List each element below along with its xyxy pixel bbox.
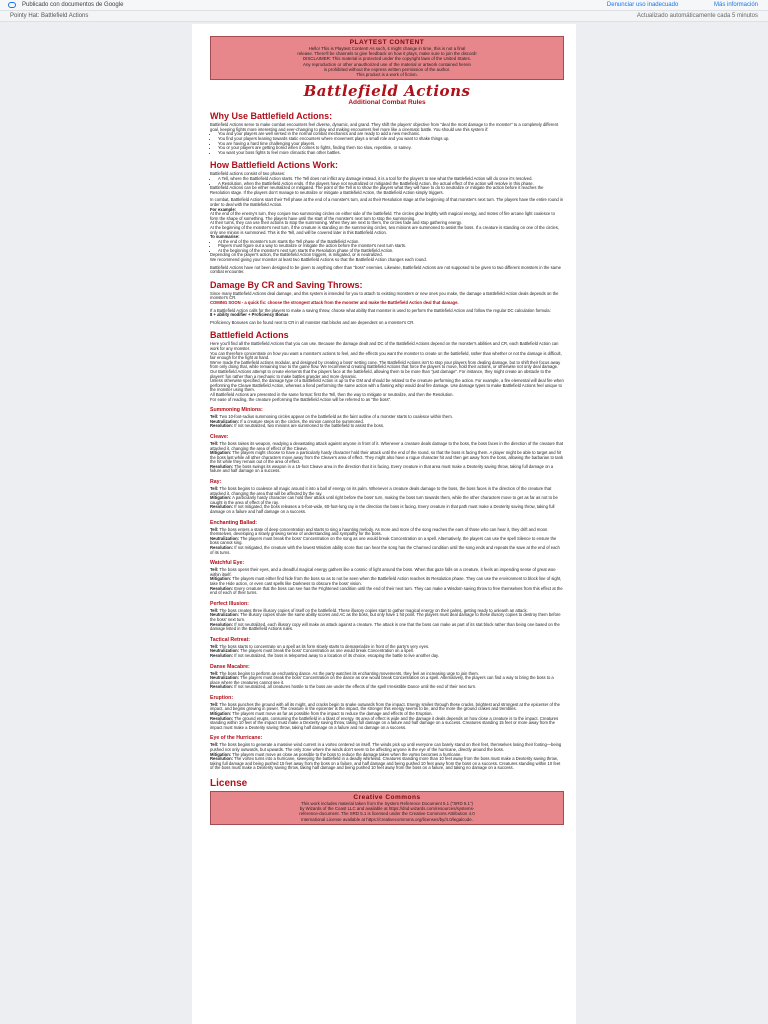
action-line-label: Mitigation:	[210, 751, 232, 757]
example-text: At the end of the enemy's turn, they conjure two summoning circles on either side of the battlefield. The circles glow brightly with magical energy, and motes of fire arcane light coalesce to form the shape of something. The players have until the start of the monster's next turn to stop the summoning.	[210, 211, 555, 221]
action-line-label: Mitigation:	[210, 495, 232, 501]
how-heading: How Battlefield Actions Work:	[210, 160, 339, 171]
action-line-text: The boss opens their eyes, and a dreadful magical energy gathers like a cosmic of light around the boss. When that gaze falls on a creature, it feels an impending sense of great woe within itself.	[210, 567, 556, 577]
action-line-label: Resolution:	[210, 652, 234, 658]
action-line	[210, 451, 564, 465]
summary-list	[210, 240, 564, 254]
action-line-text: If not neutralized, the boss is teleported away to a location of its choice, escaping the battle to live another day.	[234, 652, 439, 658]
battlefield-action	[210, 520, 564, 556]
action-line-label: Tell:	[210, 414, 219, 420]
actions-paragraph: For ease of reading, the creature performing the Battlefield Action will be referred to as "the boss".	[210, 396, 392, 402]
actions-paragraph: Here you'll find all the Battlefield Actions that you can use. Because the damage dealt and DC of the Battlefield Actions depend on the monster's abilities and CR, each Battlefield Action can work for any monster.	[210, 341, 559, 351]
action-line-text: The boss starts to concentrate on a spell as its form slowly starts to dematerialize in front of the party's very eyes.	[219, 643, 430, 649]
summary-item: • At the end of the monster's turn starts the Tell phase of the Battlefield Action.	[218, 240, 564, 245]
playtest-box	[210, 36, 564, 80]
why-heading: Why Use Battlefield Actions:	[210, 111, 333, 122]
action-line-text: The boss raises its weapon, readying a devastating attack against anyone in front of it. Whenever a creature deals damage to the boss, the boss faces in the direction of the creature that attacked it, changing the area of effect of the Cleave.	[210, 440, 563, 451]
action-line-text: The boss enters a state of deep concentration and starts to sing a haunting melody. As more and more of the song reaches the ears of those who can hear it, they drift and moon themselves, developing a slowly growing sense of understanding and sympathy for the boss.	[210, 526, 548, 537]
document-content	[210, 36, 564, 825]
action-line-label: Resolution:	[210, 756, 234, 762]
action-title: Danse Macabre:	[210, 663, 250, 670]
damage-heading: Damage By CR and Saving Throws:	[210, 279, 363, 290]
how-intro: Battlefield actions consist of two phases:	[210, 171, 286, 177]
license-text	[215, 801, 559, 822]
battlefield-action	[210, 695, 564, 731]
brand-subtitle: Additional Combat Rules	[348, 99, 426, 107]
action-line-text: The players must move as close as possible to the boss to reduce the damage taken when the vortex becomes a hurricane.	[232, 751, 462, 757]
why-bullet: • You or your players are getting bored when it comes to fights, finding them too slow, repetitive, or samey.	[218, 146, 564, 151]
playtest-line: is prohibited without the express written permission of the author.	[323, 66, 451, 72]
how-paragraph: At the beginning of the monster's next turn, if the creature is standing on the summoning circles, two minions are summoned to assist the boss. If a creature is standing on one of the circles, only one minion is summoned. This is the Tell, and will be covered later in this Battlefield Action.	[210, 224, 560, 235]
action-line-label: Tell:	[210, 486, 219, 492]
battlefield-action	[210, 601, 564, 632]
creative-commons-box	[210, 791, 564, 825]
coming-soon-note: COMING SOON - a quick fix: choose the strongest attack from the monster and make the Battlefield Action deal that damage.	[210, 300, 459, 306]
action-line-label: Tell:	[210, 643, 219, 649]
action-line	[210, 757, 564, 771]
action-line-text: The boss begins to generate a massive wind current in a vortex centered on itself. The winds pick up until everyone can barely stand on their feet, themselves losing their footing—being pushed not only outwards, but upwards. The only zone where the winds don't seem to be affecting anyone is the eye of the hurricane, directly around the boss.	[210, 742, 562, 753]
playtest-line: Hello! This is Playtest Content! As such, it might change in time, this is not a final	[308, 46, 466, 51]
learn-more-link[interactable]: Más información	[713, 2, 758, 8]
action-line	[210, 424, 564, 429]
phase-item: • A Resolution, when the Battlefield Action ends. If the players have not neutralized or mitigated the Battlefield Action, the actual effect of the action will resolve in this phase.	[218, 182, 564, 187]
how-paragraph: In combat, Battlefield Actions start their Tell phase at the end of a monster's turn, and at their Resolution stage at the beginning of that monster's next turn. The players have the entire round in order to deal with the Battlefield Action.	[210, 197, 564, 207]
action-line-label: Tell:	[210, 670, 219, 676]
action-line	[210, 685, 564, 690]
action-line-label: Resolution:	[210, 621, 234, 627]
action-line	[210, 587, 564, 596]
summary-item: • Players must figure out a way to neutralize or mitigate the action before the monster's next turn starts.	[218, 244, 564, 249]
action-line-text: If a creature steps on the circles, the minion cannot be summoned.	[240, 418, 364, 424]
action-line-text: The boss begins to perform an enchanting dance. As the party watches its enchanting movements, they feel an increasing urge to join them.	[219, 670, 479, 676]
why-bullet: • You want your boss fights to feel more climactic than other battles.	[218, 151, 564, 156]
playtest-title: PLAYTEST CONTENT	[349, 39, 425, 46]
battlefield-action	[210, 560, 564, 596]
why-intro: Battlefield Actions serve to make combat encounters feel diverse, dynamic, and grand. They shift the players' objective from "deal the most damage to the monster" to a completely different goal, keeping fights more interesting and ever-changing to play and making encounters feel more like a cinematic battle. You should use this system if:	[210, 122, 559, 132]
license-section	[210, 779, 564, 825]
action-line-label: Tell:	[210, 742, 219, 748]
action-line-label: Tell:	[210, 701, 219, 707]
action-title: Perfect Illusion:	[210, 600, 249, 607]
why-bullet: • You and your players are well versed in the normal combat mechanics and are ready to add a new mechanic.	[218, 132, 564, 137]
license-line: This work includes material taken from the System Reference Document 5.1 ("SRD 5.1")	[301, 801, 473, 806]
how-paragraph: Depending on the player's action, the Battlefield Action triggers, is mitigated, or is neutralized.	[210, 252, 383, 258]
action-title: Summoning Minions:	[210, 407, 263, 414]
license-line: International License available at https://creativecommons.org/licenses/by/4.0/legalcode.	[301, 816, 473, 822]
brand-logo: Battlefield Actions	[303, 82, 471, 101]
action-line-label: Resolution:	[210, 463, 234, 469]
action-line-label: Resolution:	[210, 715, 234, 721]
action-line-text: The players must move as far as possible from the impact to reduce the damage and effects of the Eruption.	[232, 711, 433, 717]
actions-paragraph: You can therefore concentrate on how you want a monster's actions to feel, and the effects you want the monster to create on the battlefield, rather than whether or not the damage is difficult, fair enough for the fight at hand.	[210, 350, 562, 361]
action-line-text: Two 10-foot-radius summoning circles appear on the battlefield as the faint outline of a monster starts to coalesce within them.	[219, 414, 453, 420]
action-line	[210, 465, 564, 474]
action-title: Eruption:	[210, 694, 234, 701]
report-abuse-link[interactable]: Denunciar uso inadecuado	[606, 2, 679, 8]
auto-update-note: Actualizado automáticamente cada 5 minutos	[636, 13, 758, 19]
example-label: For example:	[210, 206, 237, 212]
playtest-line: This product is a work of fiction.	[356, 72, 418, 78]
action-line-label: Mitigation:	[210, 576, 232, 582]
action-line-label: Neutralization:	[210, 675, 240, 681]
action-line-text: The boss punches the ground with all its might, and cracks begin to snake outwards from the impact. Energy smiles through these cracks, brightest and strongest at the epicenter of the impact, and begins growing in power. The creature in the epicenter is the impact, the stronger this energy seems to be, and the more the ground crakes and trembles.	[210, 701, 560, 712]
action-line-text: The boss creates three illusory copies of itself on the battlefield. These illusory copies start to gather magical energy on their palms, getting ready to unleash an attack.	[219, 607, 528, 613]
dc-formula: 8 + ability modifier + Proficiency Bonus	[210, 312, 289, 318]
action-title: Eye of the Hurricane:	[210, 735, 263, 742]
action-line-label: Neutralization:	[210, 418, 240, 424]
document-page	[192, 24, 576, 1024]
license-heading: License	[210, 778, 248, 789]
license-line: reference-document. The SRD 5.1 is licensed under the Creative Commons Attribution 4.0	[299, 811, 475, 817]
battlefield-action	[210, 735, 564, 771]
battlefield-action	[210, 434, 564, 474]
action-line-label: Mitigation:	[210, 711, 232, 717]
document-title: Pointy Hat: Battlefield Actions	[10, 13, 89, 19]
how-paragraph: Battlefield Actions have not been designed to be given to anything other than "boss" enemies. Likewise, Battlefield Actions are not supposed to be given to two different monsters in the same combat encounter.	[210, 264, 561, 275]
why-bullet: • You are having a hard time challenging your players.	[218, 142, 564, 147]
battlefield-action	[210, 664, 564, 690]
phase-item: • A Tell, where the Battlefield Action starts. The Tell does not inflict any damage instead, it is a tool for the players to see what the Battlefield Action will do once it's resolved.	[218, 177, 564, 182]
action-line-label: Neutralization:	[210, 648, 240, 654]
action-line-label: Resolution:	[210, 504, 234, 510]
action-line-label: Tell:	[210, 607, 219, 613]
action-line-text: The players must either find hide from the boss so as to not be seen when the Battlefield Action reaches its Resolution phase. They can use the environment to block line of sight, take the Hide action, or even cast spells like Darkness to obscure the boss' vision.	[210, 576, 562, 586]
how-paragraph: We recommend giving your monster at least two Battlefield Actions so that the Battlefield Action changes each round.	[210, 257, 427, 263]
action-title: Tactical Retreat:	[210, 636, 250, 643]
action-line-label: Resolution:	[210, 684, 234, 690]
brand-header	[210, 83, 564, 106]
playtest-line: release. There'll be channels to give feedback on how it plays, make sure to join the discord!	[297, 51, 477, 57]
action-line-text: The vortex turns into a hurricane, sweeping the battlefield in a deadly whirlwind. Creatures standing more than 10 feet away from the boss must make a Dexterity saving throw, taking full damage and being pushed 15 feet away from the boss on a failure, and half damage and being pushed 10 feet away from the boss on a success. Creatures standing within 10 feet of the boss must make a Dexterity saving throw, taking half damage and being pushed 10 feet away from the boss on a failure, and taking no damage on a success.	[210, 756, 561, 771]
action-line-text: If not neutralized, all creatures hostile to the boss are under the effects of the spell Irresistible Dance until the end of their next turn.	[234, 684, 477, 690]
action-line-text: The players must break the boss' Concentration as one would break Concentration on a spell.	[240, 648, 414, 654]
battlefield-action	[210, 407, 564, 429]
action-line-label: Tell:	[210, 567, 219, 573]
action-line-label: Neutralization:	[210, 612, 240, 618]
action-line-text: If not neutralized, two minions are summoned to the battlefield to assist the boss.	[234, 423, 385, 429]
battlefield-action-list	[210, 407, 564, 771]
how-paragraph: Battlefield Actions can be either neutralized or mitigated. The point of the Tell is to show the players what they will have to do to neutralize or mitigate the action before it reaches the Resolution stage. If the players don't manage to neutralize or mitigate a Battlefield Action, the Battlefield Action simply triggers.	[210, 185, 544, 195]
playtest-line: DISCLAIMER: This material is protected under the copyright laws of the United States.	[302, 56, 472, 62]
action-line-text: If not mitigated, the creature with the lowest Wisdom ability score that can hear the song has the Charmed condition until the song ends and repeats the save at the end of each of its turns.	[210, 545, 560, 555]
action-line	[210, 654, 564, 659]
action-line-label: Resolution:	[210, 423, 234, 429]
action-line	[210, 546, 564, 555]
action-line-label: Neutralization:	[210, 535, 240, 541]
summary-item: • At the beginning of the monster's next turn starts the Resolution phase of the Battlefield Action.	[218, 249, 564, 254]
action-line-text: If not mitigated, the boss releases a 5-foot-wide, 60-foot-long ray in the direction the boss is facing. Every creature in that path must make a Dexterity saving throw, taking full damage on a failure and half damage on a success.	[210, 504, 555, 515]
why-bullet-list	[210, 132, 564, 155]
action-line-text: The players might choose to have a particularly hardy character hold their attack until the end of the round, so that the boss is facing them. A player might be able to target and hit the boss last while all other characters move away from the Cleave's area of effect. They might also have a rogue character hit and then get away from the boss, allowing the barbarian to tank the hit while they remain out of the area of effect.	[210, 450, 564, 465]
google-docs-icon	[8, 2, 16, 8]
action-title: Watchful Eye:	[210, 560, 245, 567]
action-line-label: Mitigation:	[210, 450, 232, 456]
action-line-label: Tell:	[210, 440, 219, 446]
damage-paragraph: Proficiency Bonuses can be found next to CR in all monster stat blocks and are dependent on a monster's CR.	[210, 319, 415, 325]
google-docs-bar	[0, 0, 768, 11]
action-line-text: The ground erupts, consuming the battlefield in a blast of energy. Its area of effect is wide and the damage it deals depends on how close a creature is to the impact. Creatures standing within 10 feet of the impact must make a Dexterity saving throw, taking full damage on a failure and half damage on a success. Creatures standing 15 feet or more away from the impact must make a Dexterity saving throw, taking half damage on a failure and no damage on a success.	[210, 715, 559, 730]
action-line-text: If not neutralized, each illusory copy will make an attack against a creature. The attack is one that the boss can make as part of its stat block rather than being one based on the damage listed in the Battlefield Actions rules.	[210, 621, 560, 632]
battlefield-action	[210, 637, 564, 659]
creative-commons-title: Creative Commons	[353, 794, 421, 801]
action-line-text: The players must break the boss' Concentration on the song as one would break Concentration on a spell. Alternatively, the players can use the spell Silence to ensure the boss cannot sing.	[210, 535, 557, 546]
action-line-text: Every creature that the boss can see has the Frightened condition until the end of their next turn. They can make a Wisdom saving throw to free themselves from this effect at the end of each of their turns.	[210, 585, 563, 596]
how-paragraph: At their turns, they can use their actions to stop the summoning. When they are next to them, the circles fade and stop gathering energy.	[210, 220, 463, 226]
action-line-label: Tell:	[210, 526, 219, 532]
action-line	[210, 717, 564, 731]
actions-paragraph: Unless otherwise specified, the damage type of a Battlefield Action is up to the GM and should be related to the creature performing the action. For example, a fire elemental will deal fire when performing the Cleave Battlefield Action, whereas a fiend performing the same action with a flaming whip would deal fire damage. Use damage types to make Battlefield Actions feel unique to the monster using them.	[210, 378, 564, 393]
playtest-line: Any reproduction or other unauthorized use of the material or artwork contained herein	[303, 61, 471, 67]
action-title: Cleave:	[210, 433, 229, 440]
action-line	[210, 505, 564, 514]
why-bullet: • You find your players leaning towards static encounters where movement plays a small role and you want to shake things up.	[218, 137, 564, 142]
summary-label: To summarise:	[210, 234, 240, 240]
actions-paragraph: We've made the battlefield actions modular, and designed by creating a boss' setting cone. The Battlefield Actions isn't to stop your players from dealing damage, but to shift their focus away from only doing that, while remaining true to the game flow. We recommend creating Battlefield Actions that force the players to move, hold their actions, or otherwise not only deal damage. Our Battlefield Actions attempt to create elements that the players face at the battlefield, allowing them to be more than "just damage". For instance, they might create an obstacle to the players' fun rather than a mechanic to make battles grander and more dynamic.	[210, 359, 561, 379]
action-line-label: Resolution:	[210, 545, 234, 550]
damage-paragraph: If a Battlefield Action calls for the players to make a saving throw, choose what ability that monster is used to perform the Battlefield Action and follow the regular DC calculation formula:	[210, 307, 551, 313]
action-line-text: A particularly hardy character can hold their attack until right before the boss' turn, making the boss turn towards them, while the other characters move to get as far as not to be caught in the area of effect of the ray.	[210, 495, 558, 505]
action-title: Enchanting Ballad:	[210, 519, 257, 526]
playtest-text	[215, 46, 559, 77]
action-title: Ray:	[210, 479, 222, 486]
action-line-text: The boss begins to coalesce all magic around it into a ball of energy on its palm. Whenever a creature deals damage to the boss, the boss faces in the direction of the creature that attacked it, changing the area that will be affected by the ray.	[210, 486, 552, 496]
action-line-text: The illusory copies share the same ability scores and AC as the boss, but only have 1 hit point. The players must deal damage to these illusory copies to destroy them before the boss' next turn.	[210, 612, 561, 622]
license-line: by Wizards of the Coast LLC and available at https://dnd.wizards.com/resources/systems-	[299, 806, 475, 812]
actions-paragraph: All Battlefield Actions are presented in the same format: first the Tell, then the way to mitigate or neutralize, and then the Resolution.	[210, 391, 454, 397]
action-line-text: The players must break the boss' Concentration on the dance as one would break Concentration on a spell. Alternatively, the players can find a way to bring the boss to a place where the creatures cannot see it.	[210, 675, 554, 685]
action-line	[210, 623, 564, 632]
actions-heading: Battlefield Actions	[210, 330, 289, 341]
document-title-bar	[0, 11, 768, 22]
action-line-text: The boss swings its weapon in a 15-foot Cleave area in the direction that it is facing. Every creature in that area must make a Dexterity saving throw, taking full damage on a failure and half damage on a success.	[210, 463, 554, 474]
damage-paragraph: Since many Battlefield Actions deal damage, and this system is intended for you to attach to existing monsters or new ones you make, the damage a Battlefield Action deals depends on the monster's CR.	[210, 290, 559, 301]
battlefield-action	[210, 479, 564, 515]
published-label: Publicado con documentos de Google	[22, 2, 124, 8]
action-line-label: Resolution:	[210, 585, 234, 591]
